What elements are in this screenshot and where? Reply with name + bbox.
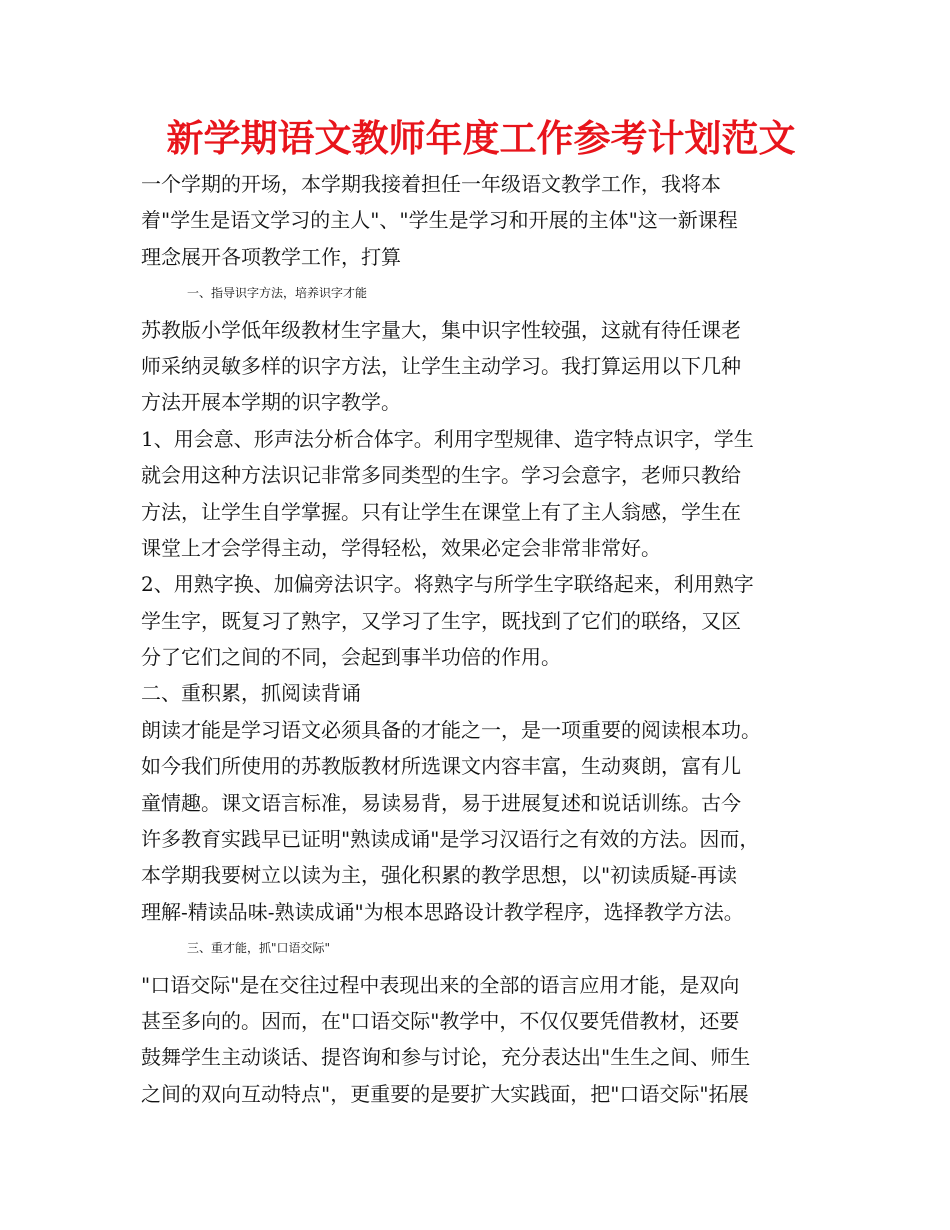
body-line: 一个学期的开场，本学期我接着担任一年级语文教学工作，我将本 xyxy=(141,172,721,196)
body-line: 课堂上才会学得主动，学得轻松，效果必定会非常非常好。 xyxy=(141,535,661,560)
body-line: 许多教育实践早已证明"熟读成诵"是学习汉语行之有效的方法。因而， xyxy=(141,827,760,852)
body-line: 分了它们之间的不同，会起到事半功倍的作用。 xyxy=(141,645,561,670)
body-line: 2、用熟字换、加偏旁法识字。将熟字与所学生字联络起来，利用熟字 xyxy=(141,572,754,597)
body-line: 师采纳灵敏多样的识字方法，让学生主动学习。我打算运用以下几种 xyxy=(141,353,741,378)
document-body xyxy=(141,166,821,1112)
body-line: 鼓舞学生主动谈话、提咨询和参与讨论，充分表达出"生生之间、师生 xyxy=(141,1045,751,1070)
body-line: 方法开展本学期的识字教学。 xyxy=(141,390,401,415)
body-line: 二、重积累，抓阅读背诵 xyxy=(141,681,361,706)
body-line: 如今我们所使用的苏教版教材所选课文内容丰富，生动爽朗，富有儿 xyxy=(141,754,741,779)
document-title: 新学期语文教师年度工作参考计划范文 xyxy=(166,116,796,160)
section-heading: 三、重才能，抓"口语交际" xyxy=(187,941,331,956)
document-page xyxy=(141,112,821,1112)
section-heading: 一、指导识字方法，培养识字才能 xyxy=(187,286,368,301)
body-line: 甚至多向的。因而，在"口语交际"教学中，不仅仅要凭借教材，还要 xyxy=(141,1008,740,1033)
body-line: 苏教版小学低年级教材生字量大，集中识字性较强，这就有待任课老 xyxy=(141,317,741,342)
body-line: 1、用会意、形声法分析合体字。利用字型规律、造字特点识字，学生 xyxy=(141,426,754,451)
body-line: 朗读才能是学习语文必须具备的才能之一，是一项重要的阅读根本功。 xyxy=(141,717,761,742)
body-line: 理念展开各项教学工作，打算 xyxy=(141,244,401,269)
body-line: "口语交际"是在交往过程中表现出来的全部的语言应用才能，是双向 xyxy=(141,972,740,997)
body-line: 方法，让学生自学掌握。只有让学生在课堂上有了主人翁感，学生在 xyxy=(141,499,741,524)
body-line: 之间的双向互动特点"，更重要的是要扩大实践面，把"口语交际"拓展 xyxy=(141,1081,749,1106)
body-line: 学生字，既复习了熟字，又学习了生字，既找到了它们的联络，又区 xyxy=(141,608,741,633)
body-line: 着"学生是语文学习的主人"、"学生是学习和开展的主体"这一新课程 xyxy=(141,208,738,233)
body-line: 就会用这种方法识记非常多同类型的生字。学习会意字，老师只教给 xyxy=(141,463,741,488)
body-line: 理解-精读品味-熟读成诵"为根本思路设计教学程序，选择教学方法。 xyxy=(141,899,744,924)
body-line: 童情趣。课文语言标准，易读易背，易于进展复述和说话训练。古今 xyxy=(141,790,741,815)
body-line: 本学期我要树立以读为主，强化积累的教学思想，以"初读质疑-再读 xyxy=(141,863,737,888)
